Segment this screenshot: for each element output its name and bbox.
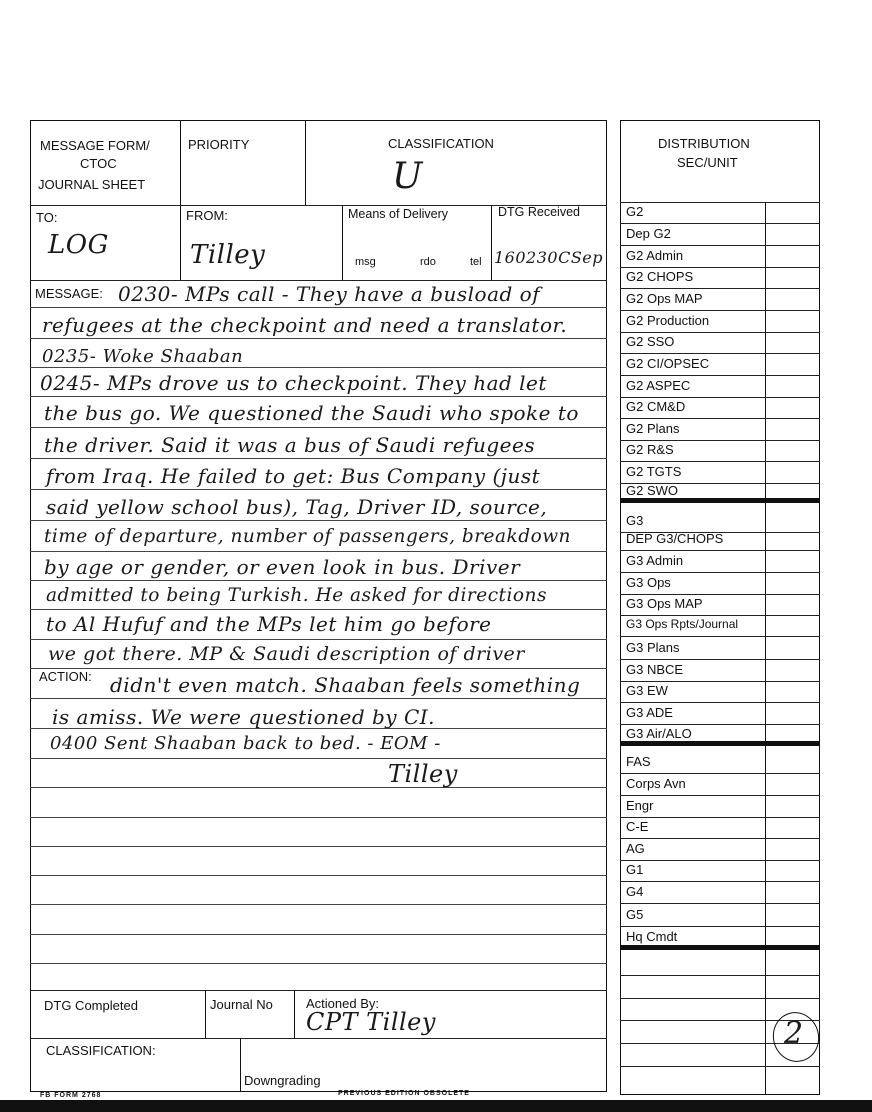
- distribution-item: G2 SWO: [626, 483, 679, 498]
- ruled-line: [30, 609, 607, 610]
- ruled-line: [30, 338, 607, 339]
- distribution-row-line: [620, 817, 820, 818]
- message-line: 0245- MPs drove us to checkpoint. They had let: [40, 371, 547, 395]
- distribution-item: Dep G2: [626, 226, 671, 241]
- message-line: the bus go. We questioned the Saudi who spoke to: [44, 401, 579, 425]
- means-of-delivery-label: Means of Delivery: [348, 207, 449, 221]
- ruled-line: [30, 963, 607, 964]
- distribution-item: G1: [626, 862, 644, 877]
- distribution-item: G2 Plans: [626, 421, 680, 436]
- distribution-item: Engr: [626, 798, 654, 813]
- distribution-row-line: [620, 636, 820, 637]
- distribution-item: G3 ADE: [626, 705, 673, 720]
- distribution-row-line: [620, 288, 820, 289]
- distribution-row-line: [620, 838, 820, 839]
- message-line: is amiss. We were questioned by CI.: [52, 705, 436, 729]
- bottom-section-line: [30, 990, 607, 991]
- distribution-item: G2 CHOPS: [626, 269, 694, 284]
- distribution-item: G2 CM&D: [626, 399, 686, 414]
- priority-label: PRIORITY: [188, 137, 250, 152]
- distribution-row-line: [620, 659, 820, 660]
- distribution-row-line: [620, 594, 820, 595]
- distribution-item: G2 ASPEC: [626, 378, 691, 393]
- distribution-row-line: [620, 702, 820, 703]
- ruled-line: [30, 458, 607, 459]
- to-label: TO:: [36, 210, 58, 225]
- distribution-row-line: [620, 1066, 820, 1067]
- actioned-by-value: CPT Tilley: [306, 1008, 436, 1036]
- distribution-item: G5: [626, 907, 644, 922]
- distribution-row-line: [620, 795, 820, 796]
- classification-label: CLASSIFICATION: [388, 136, 494, 151]
- ruled-line: [30, 875, 607, 876]
- form-title-line-1: MESSAGE FORM/: [40, 138, 150, 153]
- ruled-line: [30, 520, 607, 521]
- ruled-line: [30, 846, 607, 847]
- form-title-line-2: CTOC: [80, 156, 117, 171]
- ruled-line: [30, 668, 607, 669]
- message-line: we got there. MP & Saudi description of driver: [48, 643, 525, 665]
- form-number: FB FORM 2768: [40, 1092, 102, 1099]
- classification-row-line: [30, 1038, 607, 1039]
- form-title-line-3: JOURNAL SHEET: [38, 177, 146, 192]
- routing-divider-3: [491, 205, 492, 280]
- message-line: said yellow school bus), Tag, Driver ID, source,: [46, 495, 548, 519]
- distribution-row-line: [620, 572, 820, 573]
- distribution-row-line: [620, 223, 820, 224]
- distribution-row-line: [620, 418, 820, 419]
- downgrading-label: Downgrading: [244, 1073, 321, 1088]
- ruled-line: [30, 787, 607, 788]
- distribution-item: G3 Admin: [626, 553, 684, 568]
- message-line: to Al Hufuf and the MPs let him go before: [46, 612, 492, 636]
- distribution-row-line: [620, 681, 820, 682]
- distribution-row-line: [620, 903, 820, 904]
- distribution-item: AG: [626, 841, 645, 856]
- distribution-row-line: [620, 332, 820, 333]
- tel-option: tel: [470, 256, 482, 268]
- distribution-item: G2 SSO: [626, 334, 675, 349]
- ruled-line: [30, 396, 607, 397]
- ruled-line: [30, 698, 607, 699]
- distribution-row-line: [620, 724, 820, 725]
- distribution-row-line: [620, 397, 820, 398]
- distribution-item: G3: [626, 513, 644, 528]
- distribution-item: G2 Admin: [626, 248, 684, 263]
- distribution-item: G4: [626, 884, 644, 899]
- ruled-line: [30, 758, 607, 759]
- distribution-item: G3 Plans: [626, 640, 680, 655]
- ruled-line: [30, 934, 607, 935]
- distribution-item: G3 EW: [626, 683, 668, 698]
- dtg-completed-label: DTG Completed: [44, 998, 138, 1013]
- classification-value: U: [392, 156, 423, 197]
- page-number: 2: [784, 1016, 804, 1051]
- routing-divider-2: [342, 205, 343, 280]
- action-label: ACTION:: [39, 669, 92, 684]
- message-line: 0400 Sent Shaaban back to bed. - EOM -: [50, 733, 441, 754]
- ruled-line: [30, 307, 607, 308]
- distribution-item: C-E: [626, 819, 649, 834]
- distribution-item: DEP G3/CHOPS: [626, 531, 724, 546]
- signature: Tilley: [388, 760, 458, 788]
- distribution-column-divider: [765, 202, 766, 1095]
- distribution-item: G3 NBCE: [626, 662, 684, 677]
- distribution-row-line: [620, 998, 820, 999]
- distribution-item: Corps Avn: [626, 776, 686, 791]
- distribution-row-line: [620, 375, 820, 376]
- distribution-item: G2 Ops MAP: [626, 291, 703, 306]
- distribution-item: Hq Cmdt: [626, 929, 678, 944]
- distribution-title-line-2: SEC/UNIT: [677, 155, 738, 170]
- edition-note: PREVIOUS EDITION OBSOLETE: [338, 1090, 470, 1097]
- dtg-received-label: DTG Received: [498, 205, 580, 219]
- routing-divider-1: [180, 205, 181, 280]
- distribution-separator: [620, 498, 820, 503]
- ruled-line: [30, 817, 607, 818]
- message-line: the driver. Said it was a bus of Saudi refugees: [44, 433, 536, 457]
- distribution-row-line: [620, 245, 820, 246]
- distribution-separator: [620, 945, 820, 950]
- distribution-item: G2 Production: [626, 313, 710, 328]
- distribution-item: G2 TGTS: [626, 464, 682, 479]
- distribution-row-line: [620, 310, 820, 311]
- distribution-row-line: [620, 615, 820, 616]
- bottom-divider-2: [294, 990, 295, 1038]
- message-line: 0230- MPs call - They have a busload of: [118, 282, 541, 306]
- bottom-divider-1: [205, 990, 206, 1038]
- ruled-line: [30, 639, 607, 640]
- distribution-item: G3 Ops MAP: [626, 596, 703, 611]
- message-line: time of departure, number of passengers, breakdown: [44, 526, 571, 547]
- header-divider-2: [305, 120, 306, 205]
- distribution-row-line: [620, 267, 820, 268]
- routing-bottom-line: [30, 280, 607, 281]
- message-line: didn't even match. Shaaban feels something: [110, 673, 581, 697]
- distribution-separator: [620, 741, 820, 746]
- message-line: refugees at the checkpoint and need a translator.: [42, 313, 568, 337]
- message-line: 0235- Woke Shaaban: [42, 346, 244, 367]
- from-value: Tilley: [190, 240, 266, 270]
- distribution-item: G2 R&S: [626, 442, 674, 457]
- to-value: LOG: [48, 230, 109, 260]
- distribution-item: G3 Air/ALO: [626, 726, 692, 741]
- bottom-black-edge: [0, 1100, 872, 1112]
- distribution-header-line: [620, 202, 820, 203]
- distribution-item: FAS: [626, 754, 651, 769]
- distribution-row-line: [620, 881, 820, 882]
- header-divider-1: [180, 120, 181, 205]
- bottom-classification-label: CLASSIFICATION:: [46, 1043, 156, 1058]
- message-line: from Iraq. He failed to get: Bus Company (just: [46, 464, 541, 488]
- distribution-row-line: [620, 926, 820, 927]
- distribution-row-line: [620, 440, 820, 441]
- ruled-line: [30, 489, 607, 490]
- actioned-by-label: Actioned By:: [306, 996, 379, 1011]
- message-label: MESSAGE:: [35, 286, 103, 301]
- message-line: admitted to being Turkish. He asked for directions: [46, 585, 547, 606]
- ruled-line: [30, 580, 607, 581]
- message-line: by age or gender, or even look in bus. Driver: [44, 555, 521, 579]
- ruled-line: [30, 427, 607, 428]
- distribution-item: G2: [626, 204, 644, 219]
- distribution-row-line: [620, 461, 820, 462]
- rdo-option: rdo: [420, 256, 436, 268]
- distribution-item: G3 Ops Rpts/Journal: [626, 617, 739, 631]
- msg-option: msg: [355, 256, 376, 268]
- distribution-row-line: [620, 773, 820, 774]
- distribution-item: G2 CI/OPSEC: [626, 356, 710, 371]
- from-label: FROM:: [186, 208, 228, 223]
- dtg-received-value: 160230CSep: [494, 248, 603, 267]
- journal-no-label: Journal No: [210, 997, 273, 1012]
- distribution-row-line: [620, 550, 820, 551]
- downgrading-divider: [240, 1038, 241, 1092]
- ruled-line: [30, 904, 607, 905]
- ruled-line: [30, 367, 607, 368]
- distribution-row-line: [620, 975, 820, 976]
- ruled-line: [30, 551, 607, 552]
- distribution-row-line: [620, 860, 820, 861]
- distribution-item: G3 Ops: [626, 575, 671, 590]
- distribution-row-line: [620, 353, 820, 354]
- distribution-title-line-1: DISTRIBUTION: [658, 136, 750, 151]
